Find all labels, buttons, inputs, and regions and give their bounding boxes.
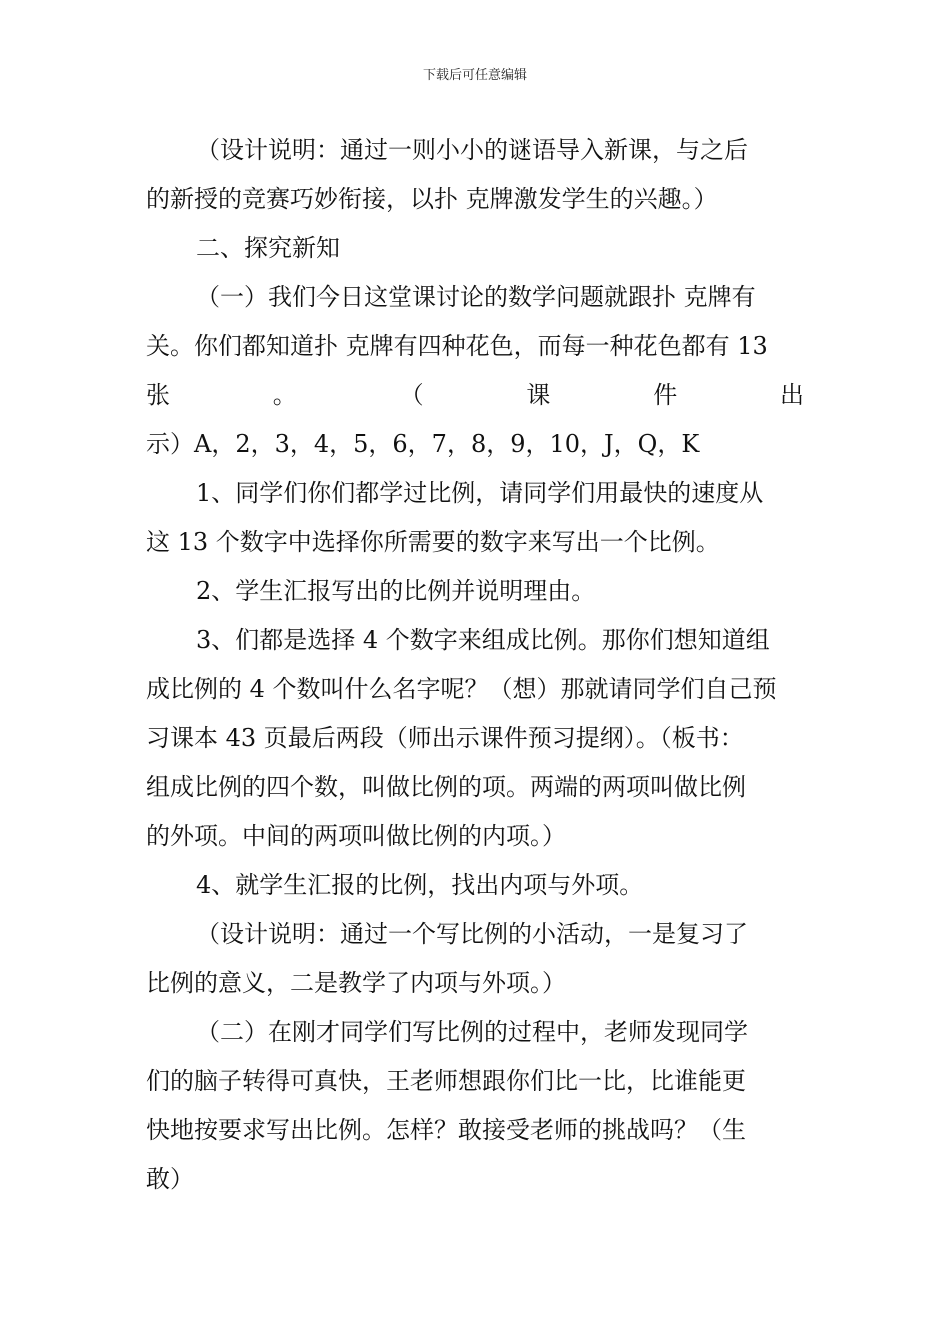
paragraph-line: 习课本 43 页最后两段（师出示课件预习提纲）。（板书： bbox=[146, 724, 744, 752]
spread-char: 课 bbox=[526, 381, 551, 409]
page-header: 下载后可任意编辑 bbox=[422, 68, 527, 83]
paragraph-line: 成比例的 4 个数叫什么名字呢？（想）那就请同学们自己预 bbox=[146, 675, 777, 703]
paragraph-line: 1、同学们你们都学过比例，请同学们用最快的速度从 bbox=[196, 479, 764, 507]
spread-char: 张 bbox=[146, 381, 170, 409]
paragraph-line: 敢） bbox=[146, 1165, 194, 1193]
paragraph-line: 2、学生汇报写出的比例并说明理由。 bbox=[196, 577, 596, 605]
paragraph-line: 组成比例的四个数，叫做比例的项。两端的两项叫做比例 bbox=[146, 773, 746, 801]
justified-line bbox=[146, 371, 804, 420]
paragraph-line: 快地按要求写出比例。怎样？敢接受老师的挑战吗？（生 bbox=[146, 1116, 746, 1144]
paragraph-line: （二）在刚才同学们写比例的过程中，老师发现同学 bbox=[196, 1018, 748, 1046]
paragraph-line: 的新授的竞赛巧妙衔接，以扑 克牌激发学生的兴趣。） bbox=[146, 185, 718, 213]
spread-char: 件 bbox=[653, 381, 678, 409]
spread-char: 。 bbox=[272, 381, 297, 409]
paragraph-line: 的外项。中间的两项叫做比例的内项。） bbox=[146, 822, 566, 850]
paragraph-line: （设计说明：通过一个写比例的小活动，一是复习了 bbox=[196, 920, 748, 948]
spread-char: 出 bbox=[779, 381, 804, 409]
paragraph-line: 这 13 个数字中选择你所需要的数字来写出一个比例。 bbox=[146, 528, 720, 556]
paragraph-line: 关。你们都知道扑 克牌有四种花色，而每一种花色都有 13 bbox=[146, 332, 768, 360]
paragraph-line: 3、们都是选择 4 个数字来组成比例。那你们想知道组 bbox=[196, 626, 770, 654]
paragraph-line: （设计说明：通过一则小小的谜语导入新课，与之后 bbox=[196, 136, 748, 164]
paragraph-line: 示）A，2，3，4，5，6，7，8，9，10，J，Q，K bbox=[146, 430, 700, 458]
paragraph-line: 4、就学生汇报的比例，找出内项与外项。 bbox=[196, 871, 644, 899]
document-body bbox=[146, 126, 804, 1204]
section-heading: 二、探究新知 bbox=[196, 234, 340, 262]
paragraph-line: 们的脑子转得可真快，王老师想跟你们比一比，比谁能更 bbox=[146, 1067, 746, 1095]
paragraph-line: （一）我们今日这堂课讨论的数学问题就跟扑 克牌有 bbox=[196, 283, 756, 311]
paragraph-line: 比例的意义，二是教学了内项与外项。） bbox=[146, 969, 566, 997]
spread-char: （ bbox=[399, 381, 424, 409]
